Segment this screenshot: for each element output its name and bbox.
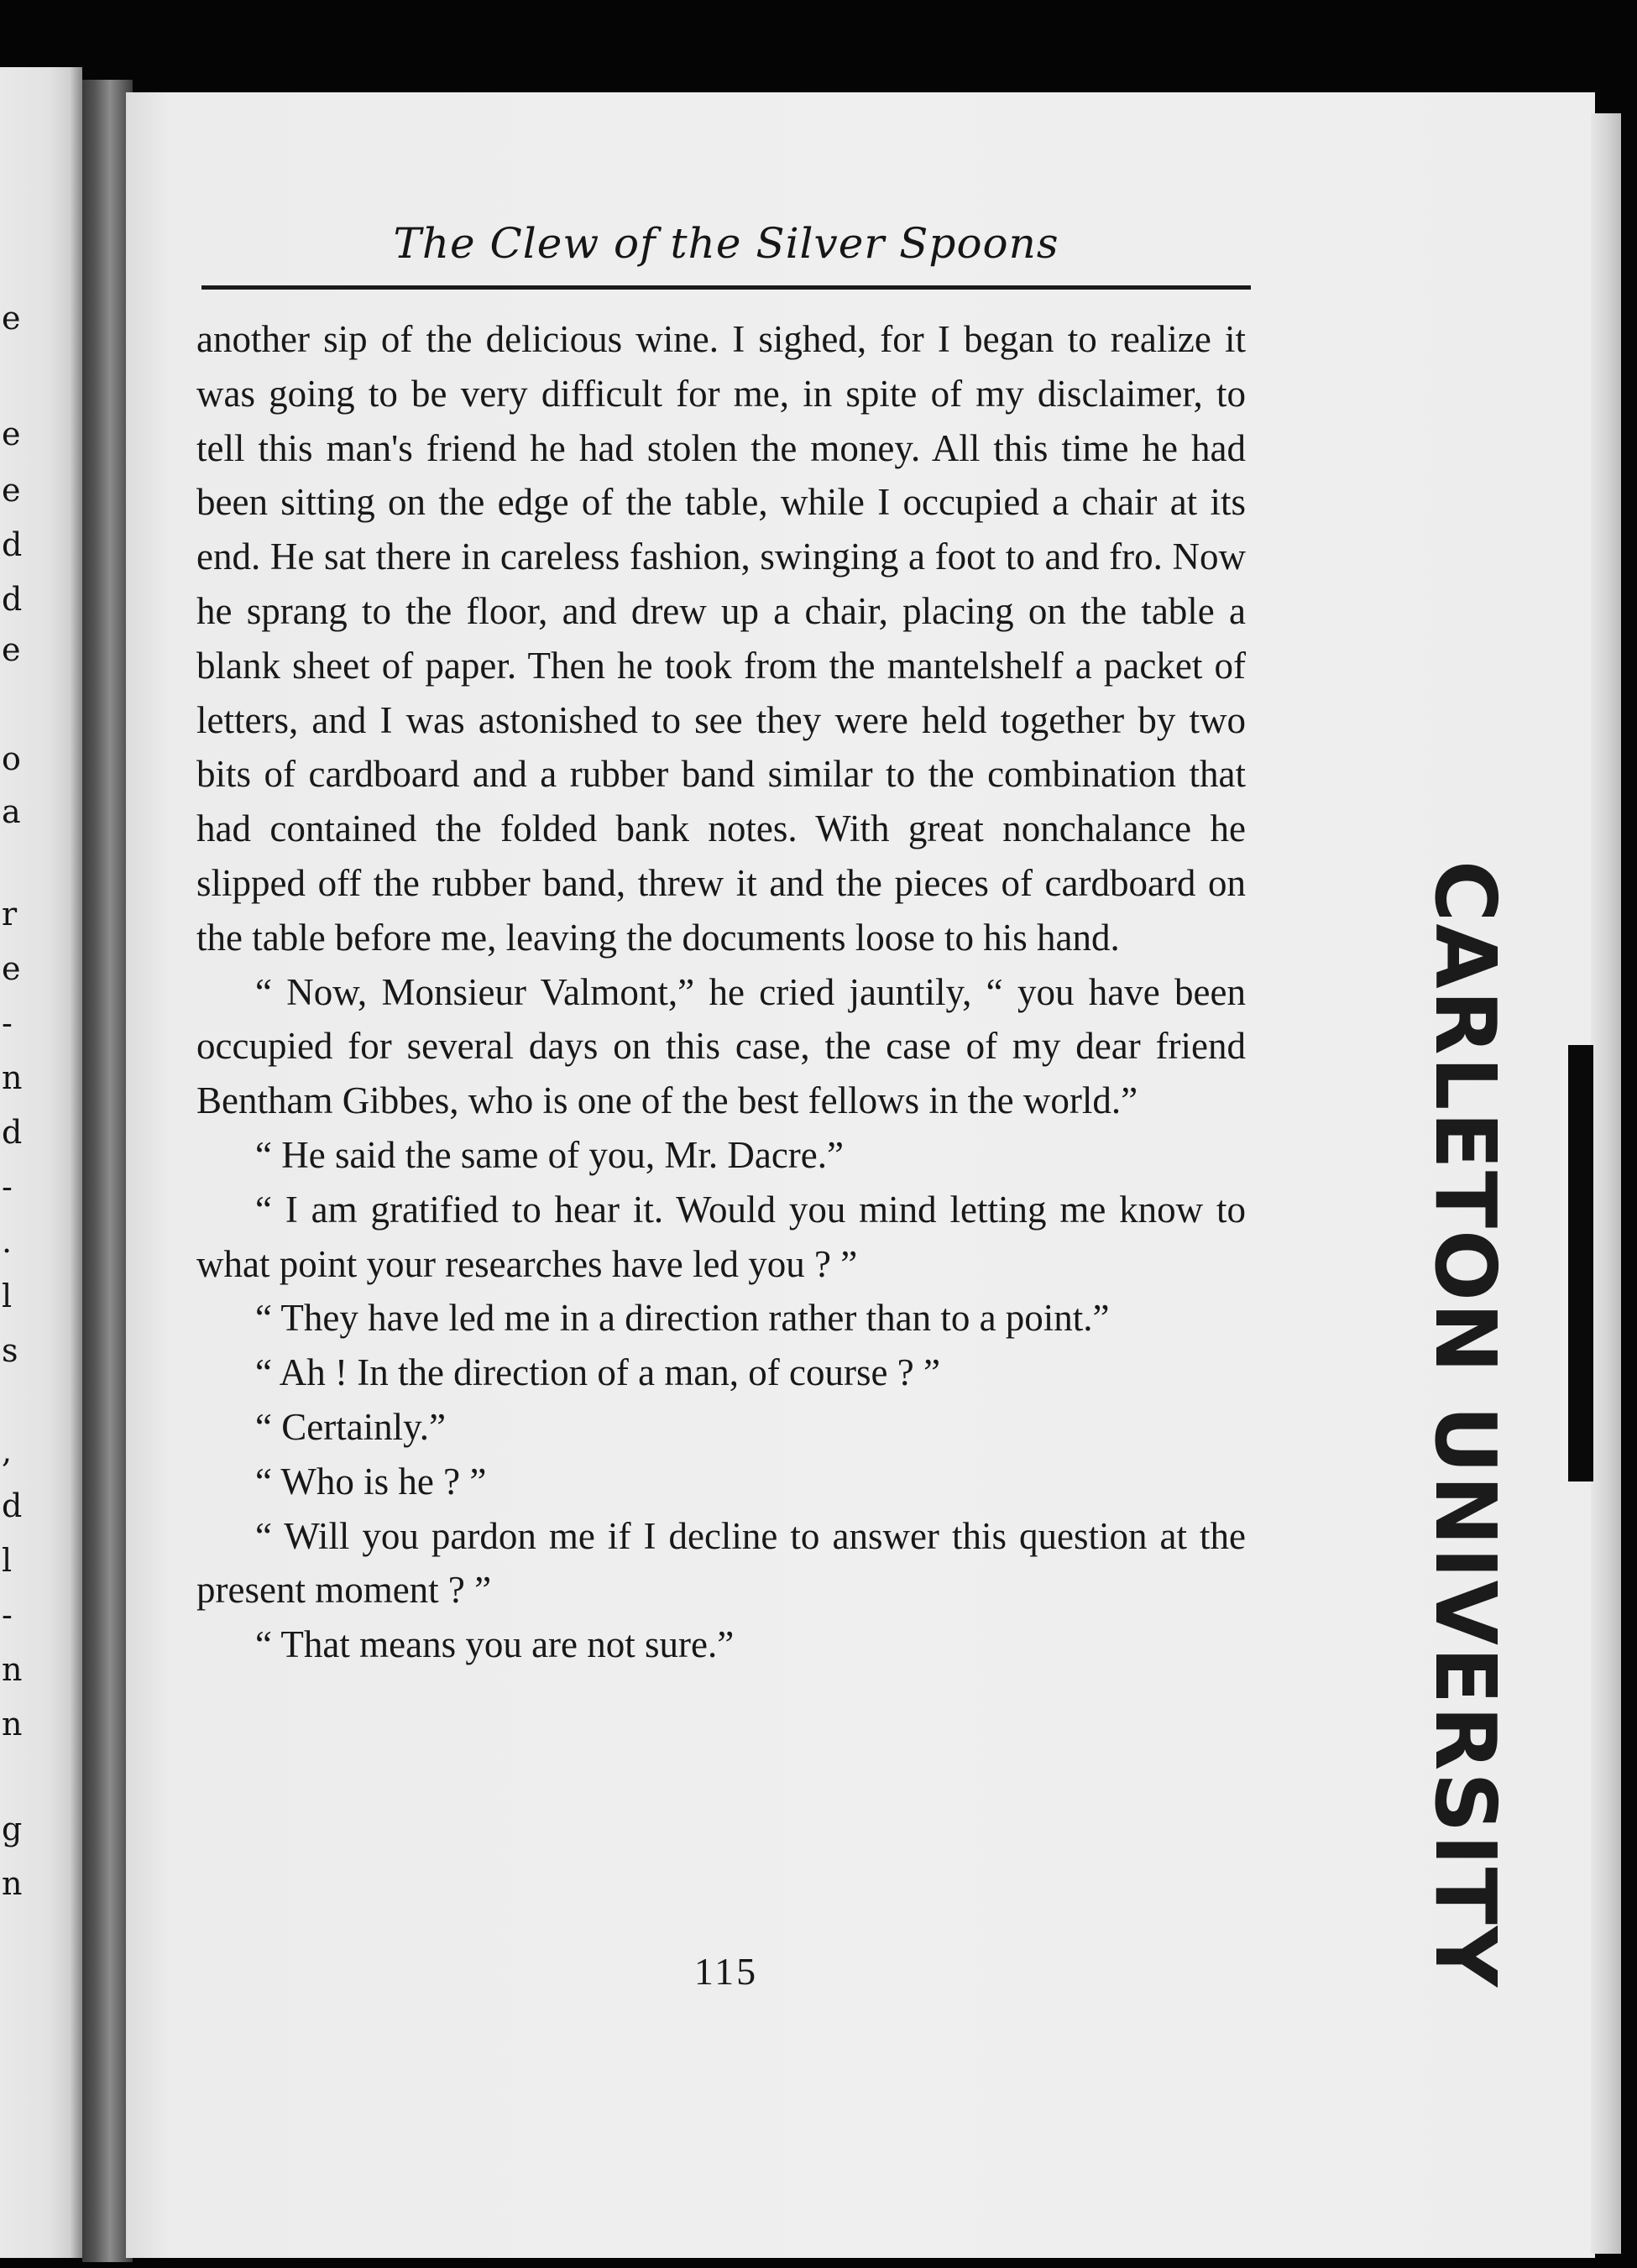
facing-page-fragment: d [2, 581, 23, 618]
facing-page-fragment: - [2, 1005, 13, 1042]
paragraph: “ Certainly.” [255, 1405, 446, 1448]
facing-page-fragment: e [2, 950, 21, 987]
library-stamp: CARLETON UNIVERSITY [1416, 860, 1514, 1989]
facing-page-fragment: n [2, 1651, 23, 1688]
facing-page-fragment: d [2, 526, 23, 563]
paragraph: “ Ah ! In the direction of a man, of course ? ” [255, 1351, 940, 1394]
facing-page-fragment: e [2, 472, 21, 509]
running-head [201, 214, 1251, 273]
book-gutter [82, 80, 133, 2262]
paragraph: “ He said the same of you, Mr. Dacre.” [255, 1133, 844, 1176]
facing-page-fragment: g [2, 1811, 23, 1847]
facing-page-fragment: n [2, 1865, 23, 1902]
paragraph: “ Will you pardon me if I decline to answer this question at the present moment ? ” [196, 1514, 1246, 1612]
running-head-title: The Clew of the Silver Spoons [393, 219, 1059, 268]
facing-page-fragment: e [2, 631, 21, 668]
paragraph: “ That means you are not sure.” [255, 1623, 735, 1666]
facing-page-fragment: , [2, 1433, 13, 1470]
facing-page-fragment: a [2, 793, 21, 830]
facing-page-fragment: n [2, 1059, 23, 1096]
page-number: 115 [693, 1950, 759, 1993]
facing-page-fragment: o [2, 740, 21, 777]
paragraph: “ I am gratified to hear it. Would you mind letting me know to what point your researches have led you ? ” [196, 1188, 1246, 1285]
facing-page-fragment: d [2, 1487, 23, 1524]
paragraph: “ They have led me in a direction rather than to a point.” [255, 1297, 1110, 1340]
paragraph: another sip of the delicious wine. I sighed, for I began to realize it was going to be very difficult for me, in spite of my disclaimer, to tell this man's friend he had stolen the money. All this time he had been sitting on the edge of the table, while I occupied a chair at its end. He sat there in careless fashion, swinging a foot to and fro. Now he sprang to the floor, and drew up a chair, placing on the table a blank sheet of paper. Then he took from the mantelshelf a packet of letters, and I was astonished to see they were held together by two bits of cardboard and a rubber band similar to the combination that had contained the folded bank notes. With great nonchalance he slipped off the rubber band, threw it and the pieces of cardboard on the table before me, leaving the documents loose to his hand. [196, 318, 1246, 959]
page-edge-shadow [1568, 1045, 1593, 1482]
body-text [196, 312, 1246, 1672]
facing-page-fragment: e [2, 300, 21, 337]
paragraph: “ Now, Monsieur Valmont,” he cried jauntily, “ you have been occupied for several days on this case, the case of my dear friend Bentham Gibbes, who is one of the best fellows in the world.” [196, 970, 1246, 1122]
facing-page-fragment: - [2, 1596, 13, 1633]
facing-page-fragment: s [2, 1332, 18, 1369]
facing-page-fragment: l [2, 1278, 13, 1314]
facing-page-edge [0, 67, 82, 2258]
paragraph: “ Who is he ? ” [255, 1460, 487, 1502]
head-rule [201, 285, 1251, 290]
facing-page-fragment: - [2, 1168, 13, 1205]
facing-page-fragment: l [2, 1542, 13, 1579]
facing-page-fragment: d [2, 1114, 23, 1151]
facing-page-fragment: r [2, 896, 18, 933]
facing-page-fragment: . [2, 1223, 13, 1260]
facing-page-fragment: n [2, 1706, 23, 1743]
page-edge [1591, 113, 1621, 2254]
facing-page-fragment: e [2, 415, 21, 452]
